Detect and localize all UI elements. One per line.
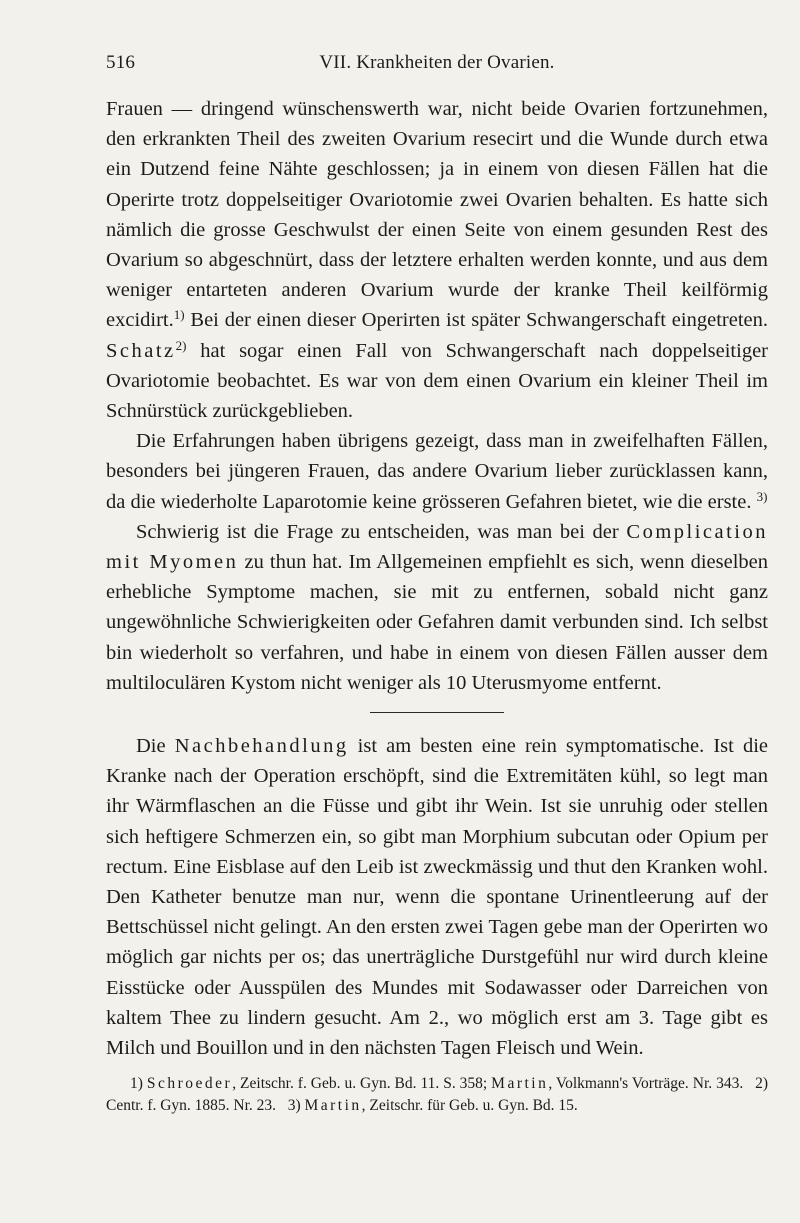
- footnote-block: [106, 1073, 768, 1117]
- running-title: VII. Krankheiten der Ovarien.: [319, 52, 555, 73]
- paragraph-text: ist am besten eine rein symptomatische. Ist die Kranke nach der Operation erschöpft, sind die Extremitäten kühl, so legt man ihr Wärmflaschen an die Füsse und gibt ihr Wein. Ist sie unruhig oder stellen sich heftigere Schmerzen ein, so gibt man Morphium subcutan oder Opium per rectum. Eine Eisblase auf den Leib ist zweckmässig und thut den Kranken wohl. Den Katheter benutze man nur, wenn die spontane Urinentleerung auf der Bettschüssel nicht gelingt. An den ersten zwei Tagen gebe man der Operirten wo möglich gar nichts per os; das unerträgliche Durstgefühl nur wird durch kleine Eisstücke oder Ausspülen des Mundes mit Sodawasser oder Darreichen von kaltem Thee zu lindern gesucht. Am 2., wo möglich erst am 3. Tage gibt es Milch und Bouillon und in den nächsten Tagen Fleisch und Wein.: [106, 735, 768, 1060]
- footnote-ref-3: 3): [756, 488, 768, 504]
- footnote-text: , Zeitschr. für Geb. u. Gyn. Bd. 15.: [361, 1097, 578, 1115]
- paragraph-text: hat sogar einen Fall von Schwangerschaft nach doppelseitiger Ovariotomie beobachtet. Es war von dem einen Ovarium ein kleiner Theil im Schnürstück zurückgeblieben.: [106, 339, 768, 423]
- page-number: 516: [106, 52, 136, 73]
- paragraph-text: Die Erfahrungen haben übrigens gezeigt, dass man in zweifelhaften Fällen, besonders bei jüngeren Frauen, das andere Ovarium lieber zurücklassen kann, da die wiederholte Laparotomie keine grösseren Gefahren bietet, wie die erste.: [106, 430, 768, 513]
- footnote-text: , Volkmann's Vorträge. Nr. 343.: [548, 1075, 744, 1093]
- body-text: [106, 94, 768, 1063]
- paragraph-myoma: [106, 517, 768, 698]
- footnotes: [106, 1073, 768, 1117]
- footnote-number-1: 1): [130, 1075, 143, 1093]
- footnote-text: Centr. f. Gyn. 1885. Nr. 23.: [106, 1097, 277, 1115]
- section-divider: [370, 712, 504, 713]
- paragraph-text: Schwierig ist die Frage zu entscheiden, was man bei der: [136, 520, 627, 543]
- footnote-ref-1: 1): [173, 307, 185, 323]
- emphasis-nachbehandlung: Nachbehandlung: [174, 735, 349, 758]
- paragraph-text: Frauen — dringend wünschenswerth war, nicht beide Ovarien fortzunehmen, den erkrankten Theil des zweiten Ovarium resecirt und die Wunde durch etwa ein Dutzend feine Nähte geschlossen; ja in einem von diesen Fällen hat die Operirte trotz doppelseitiger Ovariotomie zwei Ovarien behalten. Es hatte sich nämlich die grosse Geschwulst der einen Seite von einem gesunden Rest des Ovarium so abgeschnürt, dass der letztere erhalten werden konnte, und aus dem weniger entarteten anderen Ovarium wurde der kranke Theil keilförmig excidirt.: [106, 98, 768, 332]
- paragraph-text: Bei der einen dieser Operirten ist später Schwangerschaft eingetreten.: [184, 309, 768, 332]
- footnote-author: Schroeder: [146, 1075, 233, 1093]
- footnote-ref-2: 2): [175, 337, 187, 353]
- footnote-number-3: 3): [287, 1097, 301, 1115]
- author-name: Schatz: [106, 339, 176, 362]
- emphasis-complication: Complication mit Myomen: [106, 520, 768, 574]
- footnote-text: , Zeitschr. f. Geb. u. Gyn. Bd. 11. S. 358;: [232, 1075, 492, 1093]
- paragraph-text: Die: [136, 735, 175, 758]
- paragraph-text: zu thun hat. Im Allgemeinen empfiehlt es sich, wenn dieselben erhebliche Symptome machen, sie mit zu entfernen, sobald nicht ganz ungewöhnliche Schwierigkeiten oder Gefahren damit verbunden sind. Ich selbst bin wiederholt so verfahren, und habe in einem von diesen Fällen ausser dem multiloculären Kystom nicht weniger als 10 Uterusmyome entfernt.: [106, 551, 769, 694]
- paragraph-experience: [106, 426, 768, 517]
- footnote-author: Martin: [491, 1075, 549, 1093]
- paragraph-aftercare: [106, 731, 768, 1063]
- footnote-author: Martin: [304, 1097, 362, 1115]
- book-page: [106, 52, 768, 1117]
- running-head: [106, 52, 768, 86]
- footnote-number-2: 2): [755, 1075, 768, 1093]
- paragraph-ovariotomy: [106, 94, 768, 426]
